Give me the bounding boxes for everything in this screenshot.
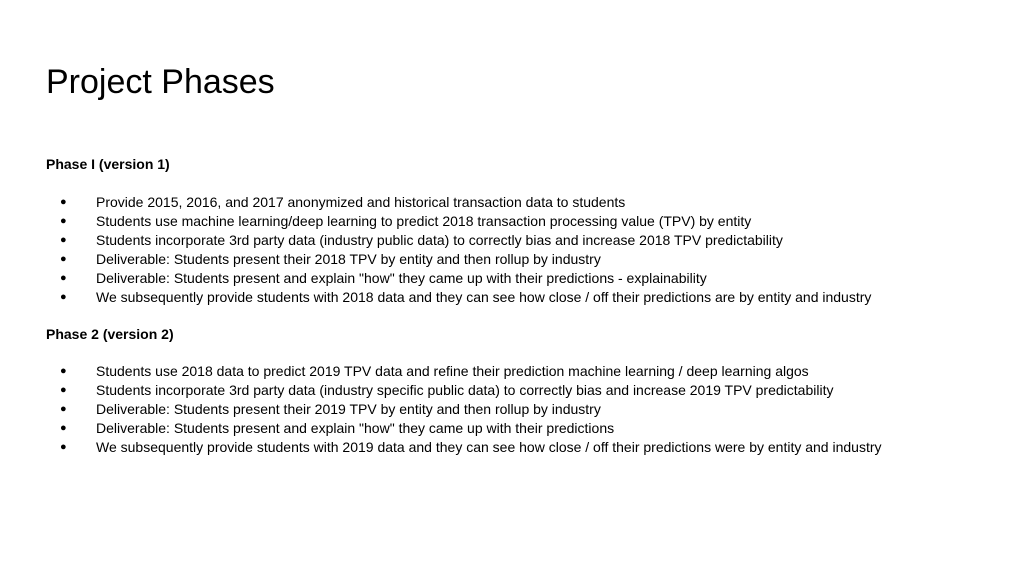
- phase1-bullet-list: [0, 193, 1024, 307]
- bullet-dot-icon: ●: [60, 441, 67, 453]
- bullet-item: [0, 419, 1024, 438]
- slide-title: Project Phases: [46, 63, 275, 101]
- phase2-bullet-list: [0, 362, 1024, 457]
- bullet-dot-icon: ●: [60, 365, 67, 377]
- bullet-text: Deliverable: Students present their 2019 TPV by entity and then rollup by industry: [96, 401, 601, 417]
- bullet-text: Students use 2018 data to predict 2019 TPV data and refine their prediction machine learning / deep learning algos: [96, 363, 809, 379]
- bullet-item: [0, 400, 1024, 419]
- bullet-dot-icon: ●: [60, 196, 67, 208]
- bullet-item: [0, 212, 1024, 231]
- bullet-item: [0, 269, 1024, 288]
- bullet-text: Deliverable: Students present their 2018 TPV by entity and then rollup by industry: [96, 251, 601, 267]
- bullet-text: We subsequently provide students with 2018 data and they can see how close / off their predictions are by entity and industry: [96, 289, 872, 305]
- phase2-heading: Phase 2 (version 2): [46, 326, 174, 342]
- bullet-text: Students use machine learning/deep learning to predict 2018 transaction processing value (TPV) by entity: [96, 213, 752, 229]
- bullet-item: [0, 362, 1024, 381]
- bullet-text: Provide 2015, 2016, and 2017 anonymized and historical transaction data to students: [96, 194, 626, 210]
- bullet-dot-icon: ●: [60, 403, 67, 415]
- bullet-text: Students incorporate 3rd party data (industry public data) to correctly bias and increase 2018 TPV predictability: [96, 232, 783, 248]
- bullet-text: Deliverable: Students present and explain "how" they came up with their predictions: [96, 420, 615, 436]
- bullet-dot-icon: ●: [60, 215, 67, 227]
- bullet-dot-icon: ●: [60, 272, 67, 284]
- bullet-text: Students incorporate 3rd party data (industry specific public data) to correctly bias and increase 2019 TPV predictability: [96, 382, 834, 398]
- bullet-item: [0, 193, 1024, 212]
- bullet-dot-icon: ●: [60, 384, 67, 396]
- bullet-item: [0, 288, 1024, 307]
- bullet-item: [0, 381, 1024, 400]
- phase1-heading: Phase I (version 1): [46, 156, 170, 172]
- bullet-item: [0, 438, 1024, 457]
- bullet-text: We subsequently provide students with 2019 data and they can see how close / off their predictions were by entity and industry: [96, 439, 882, 455]
- bullet-item: [0, 231, 1024, 250]
- bullet-item: [0, 250, 1024, 269]
- bullet-dot-icon: ●: [60, 422, 67, 434]
- bullet-dot-icon: ●: [60, 253, 67, 265]
- bullet-dot-icon: ●: [60, 291, 67, 303]
- bullet-dot-icon: ●: [60, 234, 67, 246]
- bullet-text: Deliverable: Students present and explain "how" they came up with their predictions - explainability: [96, 270, 707, 286]
